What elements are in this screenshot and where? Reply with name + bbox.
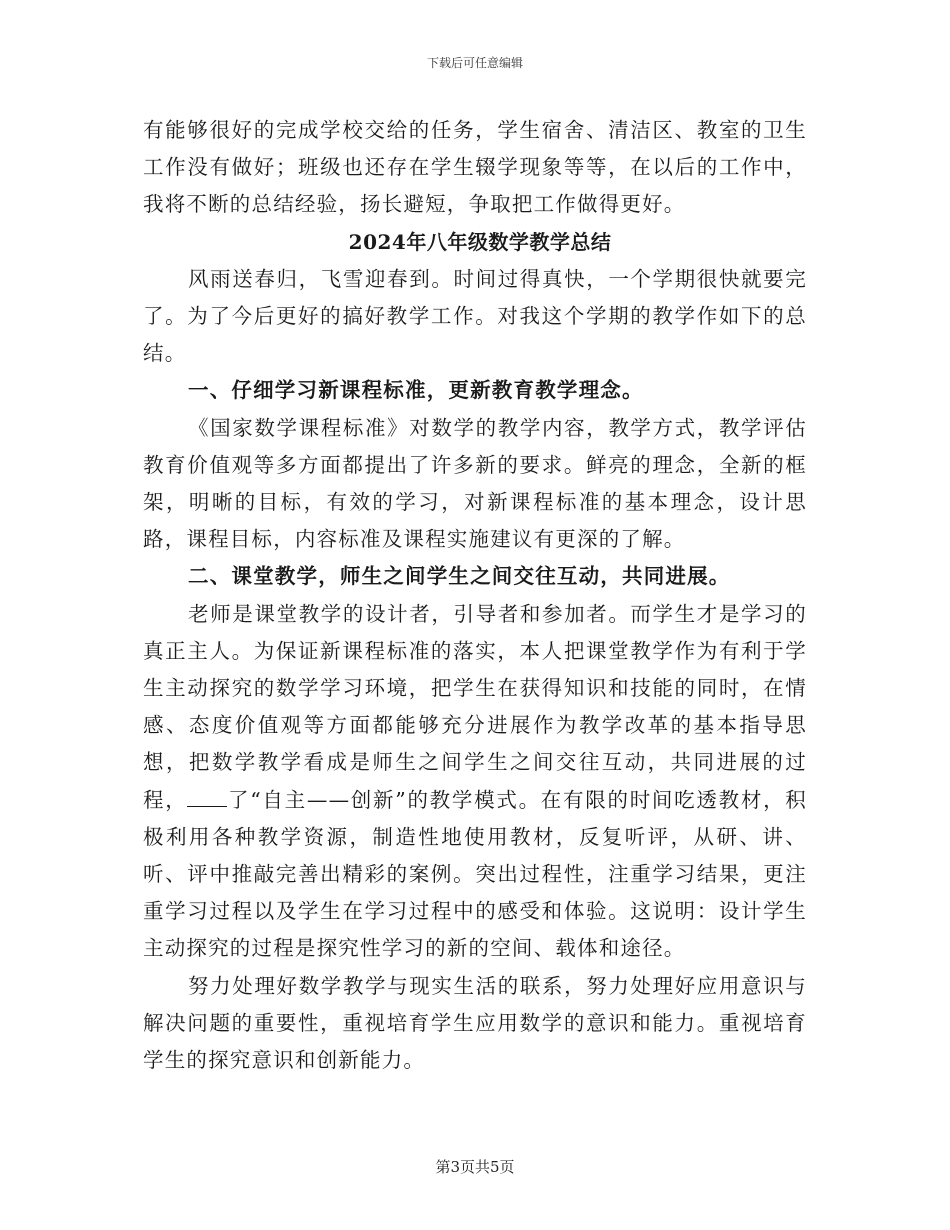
section-2-text-part-2: 了“自主——创新”的教学模式。在有限的时间吃透教材，积极利用各种教学资源，制造性地使用教材，反复听评，从研、讲、听、评中推敲完善出精彩的案例。突出过程性，注重学习结果，更注重学习过程以及学生在学习过程中的感受和体验。这说明：设计学生主动探究的过程是探究性学习的新的空间、载体和途径。 (143, 787, 807, 961)
section-2-paragraph (143, 596, 807, 968)
section-2-heading: 二、课堂教学，师生之间学生之间交往互动，共同进展。 (188, 564, 731, 589)
page-header: 下载后可任意编辑 (426, 56, 523, 70)
page-number: 第3页共5页 (435, 1158, 515, 1176)
section-1-heading: 一、仔细学习新课程标准，更新教育教学理念。 (188, 378, 644, 403)
document-title: 2024年八年级数学教学总结 (348, 229, 612, 254)
final-paragraph: 努力处理好数学教学与现实生活的联系，努力处理好应用意识与解决问题的重要性，重视培育学生应用数学的意识和能力。重视培育学生的探究意识和创新能力。 (143, 973, 807, 1073)
section-1-paragraph: 《国家数学课程标准》对数学的教学内容，教学方式，教学评估教育价值观等多方面都提出了许多新的要求。鲜亮的理念，全新的框架，明晰的目标，有效的学习，对新课程标准的基本理念，设计思路，课程目标，内容标准及课程实施建议有更深的了解。 (143, 415, 807, 552)
document-body (143, 112, 807, 1079)
fill-in-blank (187, 786, 227, 807)
intro-paragraph: 风雨送春归，飞雪迎春到。时间过得真快，一个学期很快就要完了。为了今后更好的搞好教学工作。对我这个学期的教学作如下的总结。 (143, 266, 807, 366)
section-2-text-part-1: 老师是课堂教学的设计者，引导者和参加者。而学生才是学习的真正主人。为保证新课程标准的落实，本人把课堂教学作为有利于学生主动探究的数学学习环境，把学生在获得知识和技能的同时，在情感、态度价值观等方面都能够充分进展作为教学改革的基本指导思想，把数学教学看成是师生之间学生之间交往互动，共同进展的过程， (143, 601, 807, 812)
continuation-paragraph: 有能够很好的完成学校交给的任务，学生宿舍、清洁区、教室的卫生工作没有做好；班级也还存在学生辍学现象等等，在以后的工作中，我将不断的总结经验，扬长避短，争取把工作做得更好。 (143, 118, 807, 217)
